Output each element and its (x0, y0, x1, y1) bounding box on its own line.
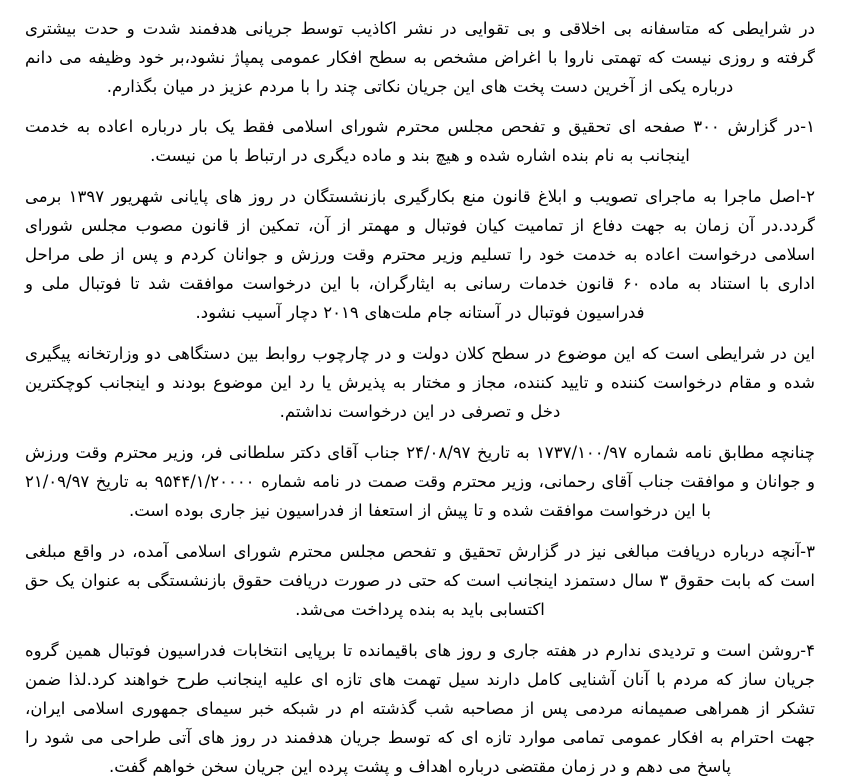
document-body (25, 14, 815, 781)
paragraph-item-3: ۳-آنچه درباره دریافت مبالغی نیز در گزارش تحقیق و تفحص مجلس محترم شورای اسلامی آمده، در واقع مبلغی است که بابت حقوق ۳ سال دستمزد اینجانب است که حتی در صورت دریافت حقوق بازنشستگی به عنوان یک حق اکتسابی باید به بنده پرداخت می‌شد. (25, 542, 815, 619)
paragraph-intro: در شرایطی که متاسفانه بی اخلاقی و بی تقوایی در نشر اکاذیب توسط جریانی هدفمند شدت و حدت بیشتری گرفته و روزی نیست که تهمتی ناروا با اغراض مشخص به سطح افکار عمومی پمپاژ نشود،بر خود وظیفه می دانم درباره یکی از آخرین دست پخت های این جریان نکاتی چند را با مردم عزیز در میان بگذارم. (25, 19, 815, 96)
paragraph-conditions: این در شرایطی است که این موضوع در سطح کلان دولت و در چارچوب روابط بین دستگاهی دو وزارتخانه پیگیری شده و مقام درخواست کننده و تایید کننده، مجاز و مختار به پذیرش یا رد این موضوع بودند و اینجانب کوچکترین دخل و تصرفی در این درخواست نداشتم. (25, 344, 815, 421)
paragraph-item-2: ۲-اصل ماجرا به ماجرای تصویب و ابلاغ قانون منع بکارگیری بازنشستگان در روز های پایانی شهریور ۱۳۹۷ برمی گردد.در آن زمان به جهت دفاع از تمامیت کیان فوتبال و مهمتر از آن، تمکین از قانون مصوب مجلس شورای اسلامی درخواست اعاده به خدمت خود را تسلیم وزیر محترم وقت ورزش و جوانان کردم و پس از طی مراحل اداری با استناد به ماده ۶۰ قانون خدمات رسانی به ایثارگران، با این درخواست موافقت شد تا فوتبال ملی و فدراسیون فوتبال در آستانه جام ملت‌های ۲۰۱۹ دچار آسیب نشود. (25, 187, 815, 322)
paragraph-item-1: ۱-در گزارش ۳۰۰ صفحه ای تحقیق و تفحص مجلس محترم شورای اسلامی فقط یک بار درباره اعاده به خدمت اینجانب به نام بنده اشاره شده و هیچ بند و ماده دیگری در ارتباط با من نیست. (25, 117, 815, 165)
paragraph-item-4: ۴-روشن است و تردیدی ندارم در هفته جاری و روز های باقیمانده تا برپایی انتخابات فدراسیون فوتبال همین گروه جریان ساز که مردم با آنان آشنایی کامل دارند سیل تهمت های تازه ای علیه اینجانب طرح خواهند کرد.لذا ضمن تشکر از همراهی صمیمانه مردمی پس از مصاحبه شب گذشته ام در شبکه خبر سیمای جمهوری اسلامی ایران، جهت احترام به افکار عمومی تمامی موارد تازه ای که توسط جریان هدفمند در روز های آتی طراحی می شود را پاسخ می دهم و در زمان مقتضی درباره اهداف و پشت پرده این جریان سخن خواهم گفت. (25, 641, 815, 776)
paragraph-letter-references: چنانچه مطابق نامه شماره ۱۷۳۷/۱۰۰/۹۷ به تاریخ ۲۴/۰۸/۹۷ جناب آقای دکتر سلطانی فر، وزیر محترم وقت ورزش و جوانان و موافقت جناب آقای رحمانی، وزیر محترم وقت صمت در نامه شماره ۹۵۴۴/۱/۲۰۰۰۰ به تاریخ ۲۱/۰۹/۹۷ با این درخواست موافقت شده و تا پیش از استعفا از فدراسیون نیز جاری بوده است. (25, 443, 816, 520)
